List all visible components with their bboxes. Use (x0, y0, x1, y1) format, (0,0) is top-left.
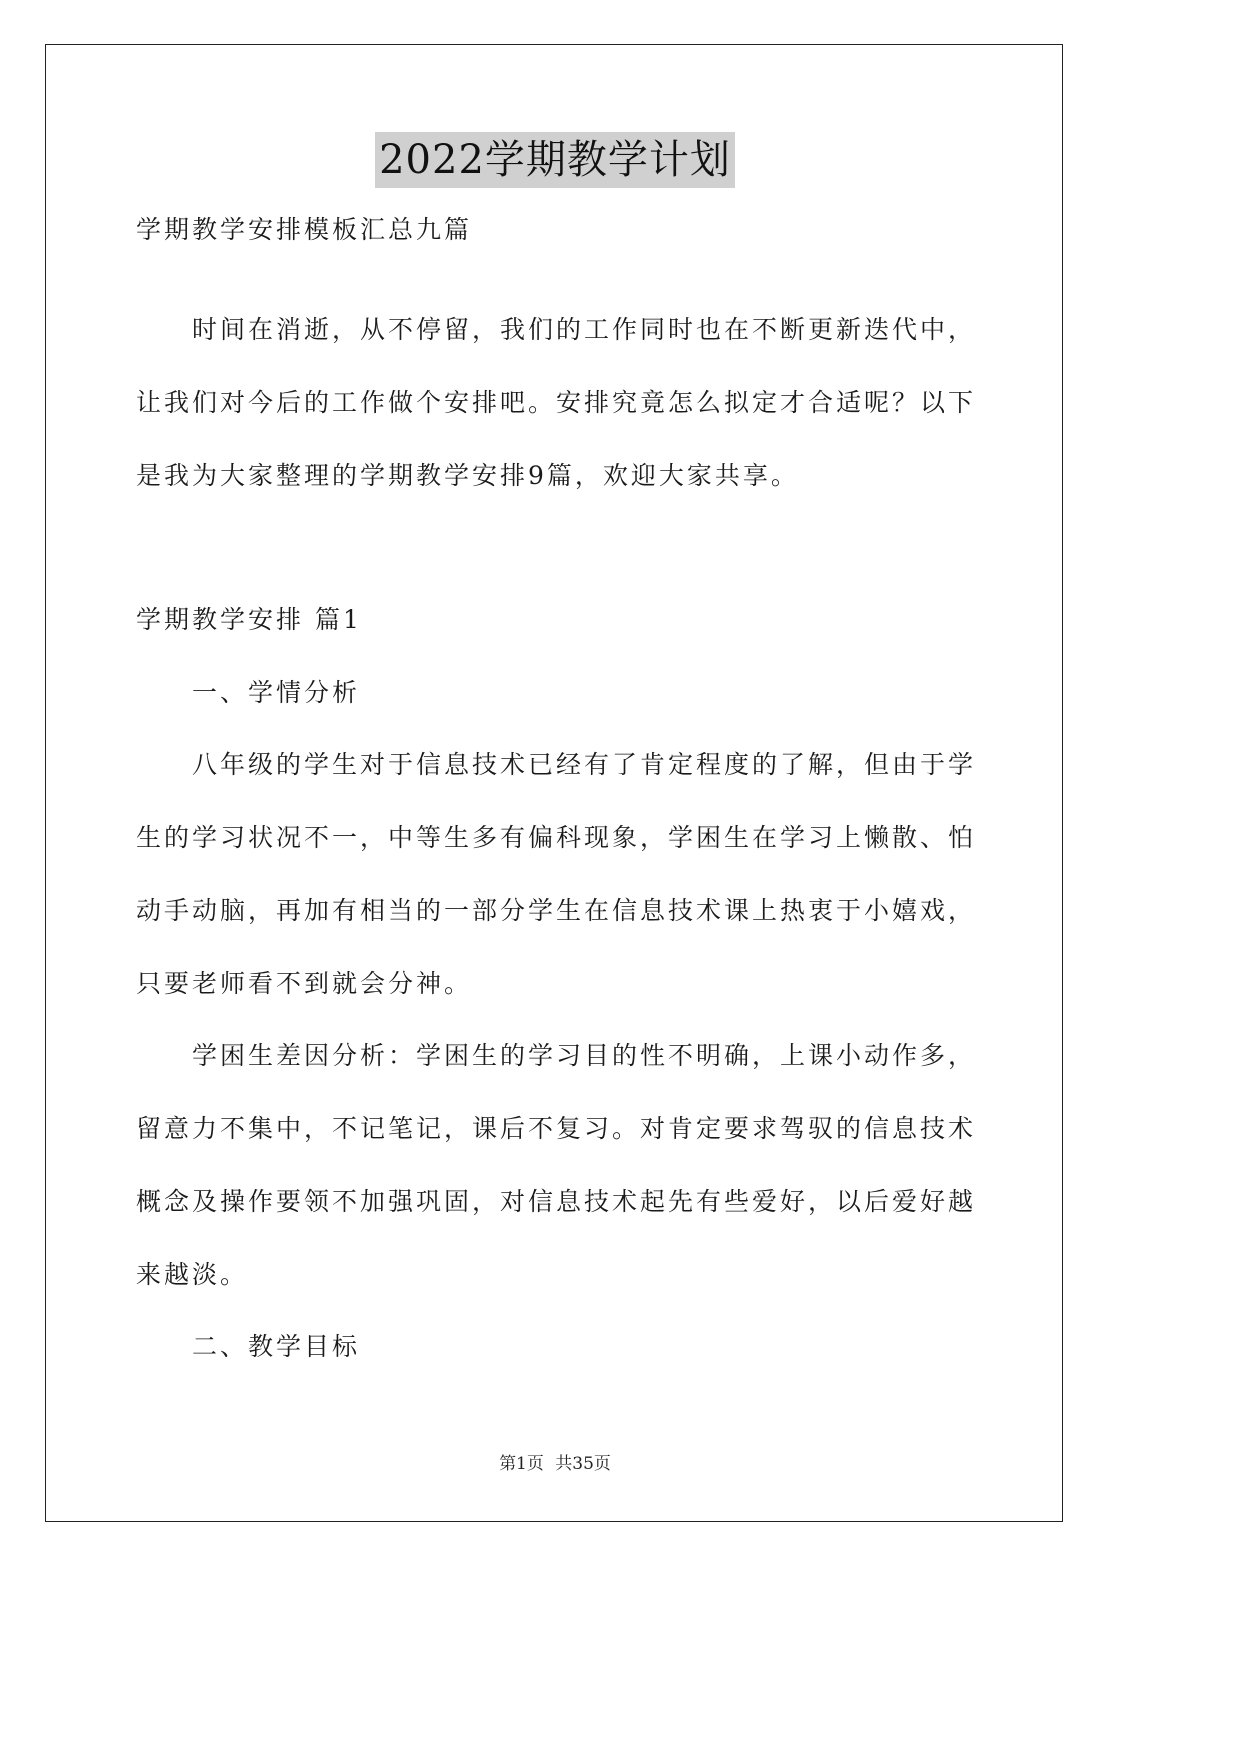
paragraph-line: 让我们对今后的工作做个安排吧。安排究竟怎么拟定才合适呢？以下 (136, 388, 977, 417)
paragraph-line: 时间在消逝，从不停留，我们的工作同时也在不断更新迭代中， (192, 315, 977, 344)
paragraph-line: 八年级的学生对于信息技术已经有了肯定程度的了解，但由于学 (192, 750, 977, 779)
paragraph-line: 动手动脑，再加有相当的一部分学生在信息技术课上热衷于小嬉戏， (136, 896, 977, 925)
paragraph-line: 是我为大家整理的学期教学安排9篇，欢迎大家共享。 (136, 461, 799, 490)
paragraph-line: 只要老师看不到就会分神。 (136, 969, 473, 998)
paragraph-line: 来越淡。 (136, 1260, 249, 1289)
section-heading: 学期教学安排 篇1 (136, 605, 362, 634)
document-title: 2022学期教学计划 (375, 132, 735, 188)
paragraph-line: 学困生差因分析：学困生的学习目的性不明确，上课小动作多， (192, 1041, 977, 1070)
paragraph-line: 留意力不集中，不记笔记，课后不复习。对肯定要求驾驭的信息技术 (136, 1114, 977, 1143)
page-footer: 第1页 共35页 (499, 1454, 611, 1474)
paragraph-line: 生的学习状况不一，中等生多有偏科现象，学困生在学习上懒散、怕 (136, 823, 977, 852)
subsection-heading: 二、教学目标 (192, 1332, 361, 1361)
subsection-heading: 一、学情分析 (192, 678, 361, 707)
paragraph-line: 概念及操作要领不加强巩固，对信息技术起先有些爱好，以后爱好越 (136, 1187, 977, 1216)
page-border (45, 44, 1063, 1522)
document-subtitle: 学期教学安排模板汇总九篇 (136, 215, 473, 244)
title-container (0, 132, 1110, 188)
